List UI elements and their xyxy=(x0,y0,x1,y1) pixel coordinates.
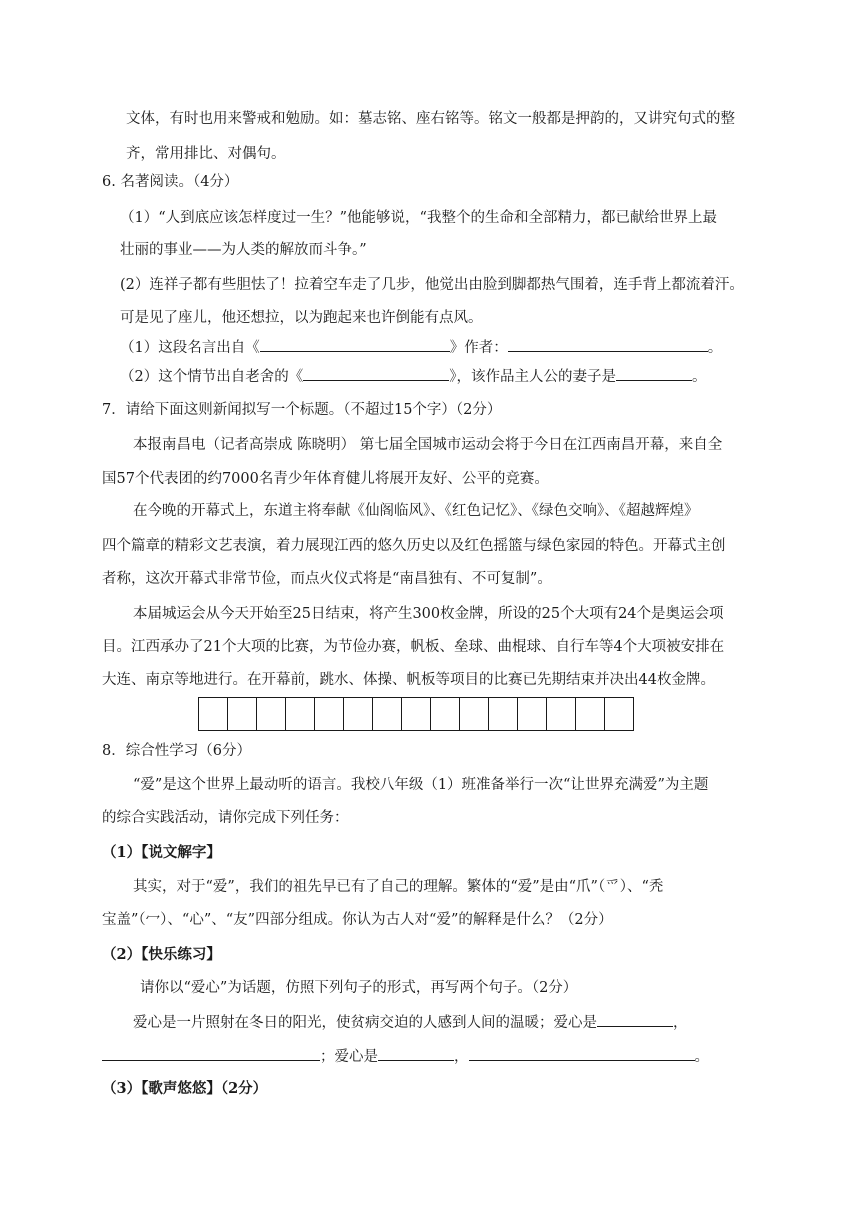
q6-answer-1-prefix: （1）这段名言出自《 xyxy=(120,340,260,356)
news-para-1-line-2: 国57个代表团的约7000名青少年体育健儿将展开友好、公平的竞赛。 xyxy=(102,471,549,487)
q8-title: 8．综合性学习（6分） xyxy=(102,743,251,759)
q8-intro-line-2: 的综合实践活动，请你完成下列任务： xyxy=(102,810,349,826)
news-para-2-line-2: 四个篇章的精彩文艺表演，着力展现江西的悠久历史以及红色摇篮与绿色家园的特色。开幕式主创 xyxy=(102,538,726,554)
love-blank-1[interactable] xyxy=(597,1012,673,1027)
grid-cell[interactable] xyxy=(604,697,634,731)
news-para-1-line-1: 本报南昌电（记者高崇成 陈晓明） 第七届全国城市运动会将于今日在江西南昌开幕，来自全 xyxy=(133,437,723,453)
love-blank-4[interactable] xyxy=(469,1046,695,1061)
book-title-blank[interactable] xyxy=(260,337,450,352)
q8-section-2-title: （2）【快乐练习】 xyxy=(102,946,221,963)
q8-section-2-instruction: 请你以“爱心”为话题，仿照下列句子的形式，再写两个句子。（2分） xyxy=(140,980,578,996)
q6-answer-2 xyxy=(120,366,706,387)
q8-section-1-line-2: 宝盖”（冖）、“心”、“友”四部分组成。你认为古人对“爱”的解释是什么？（2分） xyxy=(102,912,613,928)
grid-cell[interactable] xyxy=(314,697,344,731)
example-sentence: 爱心是一片照射在冬日的阳光，使贫病交迫的人感到人间的温暖；爱心是 xyxy=(133,1015,597,1031)
news-para-2-line-1: 在今晚的开幕式上，东道主将奉献《仙阁临风》、《红色记忆》、《绿色交响》、《超越辉煌》 xyxy=(133,503,699,519)
love-blank-2[interactable] xyxy=(102,1046,320,1061)
love-blank-3[interactable] xyxy=(378,1046,454,1061)
q6-passage-2-line-2: 可是见了座儿，他还想拉，以为跑起来也许倒能有点风。 xyxy=(120,310,483,326)
q8-section-2-answer-line xyxy=(102,1046,709,1067)
q6-answer-1 xyxy=(120,337,722,358)
q8-intro-line-1: “爱”是这个世界上最动听的语言。我校八年级（1）班准备举行一次“让世界充满爱”为主题 xyxy=(133,777,709,793)
headline-answer-grid xyxy=(198,697,634,731)
grid-cell[interactable] xyxy=(575,697,605,731)
q6-answer-1-end: 。 xyxy=(707,340,723,356)
grid-cell[interactable] xyxy=(546,697,576,731)
q8-section-1-line-1: 其实，对于“爱”，我们的祖先早已有了自己的理解。繁体的“爱”是由“爪”（爫）、“秃 xyxy=(133,879,664,895)
grid-cell[interactable] xyxy=(198,697,228,731)
grid-cell[interactable] xyxy=(227,697,257,731)
grid-cell[interactable] xyxy=(343,697,373,731)
answer-mid: ；爱心是 xyxy=(320,1049,378,1065)
novel-title-blank[interactable] xyxy=(303,366,449,381)
grid-cell[interactable] xyxy=(488,697,518,731)
q8-section-3-title: （3）【歌声悠悠】（2分） xyxy=(102,1080,268,1097)
q8-section-1-title: （1）【说文解字】 xyxy=(102,844,221,861)
news-para-3-line-1: 本届城运会从今天开始至25日结束，将产生300枚金牌，所设的25个大项有24个是奥运会项 xyxy=(133,606,724,622)
news-para-3-line-3: 大连、南京等地进行。在开幕前，跳水、体操、帆板等项目的比赛已先期结束并决出44枚金牌。 xyxy=(102,672,715,688)
grid-cell[interactable] xyxy=(459,697,489,731)
q8-section-2-example xyxy=(133,1012,688,1033)
q6-answer-2-end: 。 xyxy=(691,369,707,385)
q6-passage-1-line-2: 壮丽的事业——为人类的解放而斗争。” xyxy=(120,242,367,258)
news-para-2-line-3: 者称，这次开幕式非常节俭，而点火仪式将是“南昌独有、不可复制”。 xyxy=(102,571,552,587)
grid-cell[interactable] xyxy=(372,697,402,731)
answer-end: 。 xyxy=(694,1049,709,1065)
q6-answer-2-mid: 》，该作品主人公的妻子是 xyxy=(449,369,616,385)
intro-line-2: 齐，常用排比、对偶句。 xyxy=(126,146,286,162)
example-comma: ， xyxy=(673,1015,688,1031)
q7-title: 7．请给下面这则新闻拟写一个标题。（不超过15个字）（2分） xyxy=(102,402,502,418)
q6-title: 6. 名著阅读。（4分） xyxy=(102,174,239,190)
q6-answer-2-prefix: （2）这个情节出自老舍的《 xyxy=(120,369,304,385)
author-blank[interactable] xyxy=(508,337,708,352)
grid-cell[interactable] xyxy=(285,697,315,731)
grid-cell[interactable] xyxy=(430,697,460,731)
q6-answer-1-mid: 》作者： xyxy=(449,340,508,356)
intro-line-1: 文体，有时也用来警戒和勉励。如：墓志铭、座右铭等。铭文一般都是押韵的，又讲究句式的整 xyxy=(126,111,735,127)
grid-cell[interactable] xyxy=(517,697,547,731)
q6-passage-1-line-1: （1）“人到底应该怎样度过一生？”他能够说，“我整个的生命和全部精力，都已献给世界上最 xyxy=(120,210,717,226)
grid-cell[interactable] xyxy=(256,697,286,731)
grid-cell[interactable] xyxy=(401,697,431,731)
news-para-3-line-2: 目。江西承办了21个大项的比赛，为节俭办赛，帆板、垒球、曲棍球、自行车等4个大项被安排在 xyxy=(102,639,725,655)
q6-passage-2-line-1: (2）连祥子都有些胆怯了！拉着空车走了几步，他觉出由脸到脚都热气围着，连手背上都流着汗。 xyxy=(120,277,744,293)
answer-comma: ， xyxy=(454,1049,469,1065)
wife-name-blank[interactable] xyxy=(616,366,692,381)
